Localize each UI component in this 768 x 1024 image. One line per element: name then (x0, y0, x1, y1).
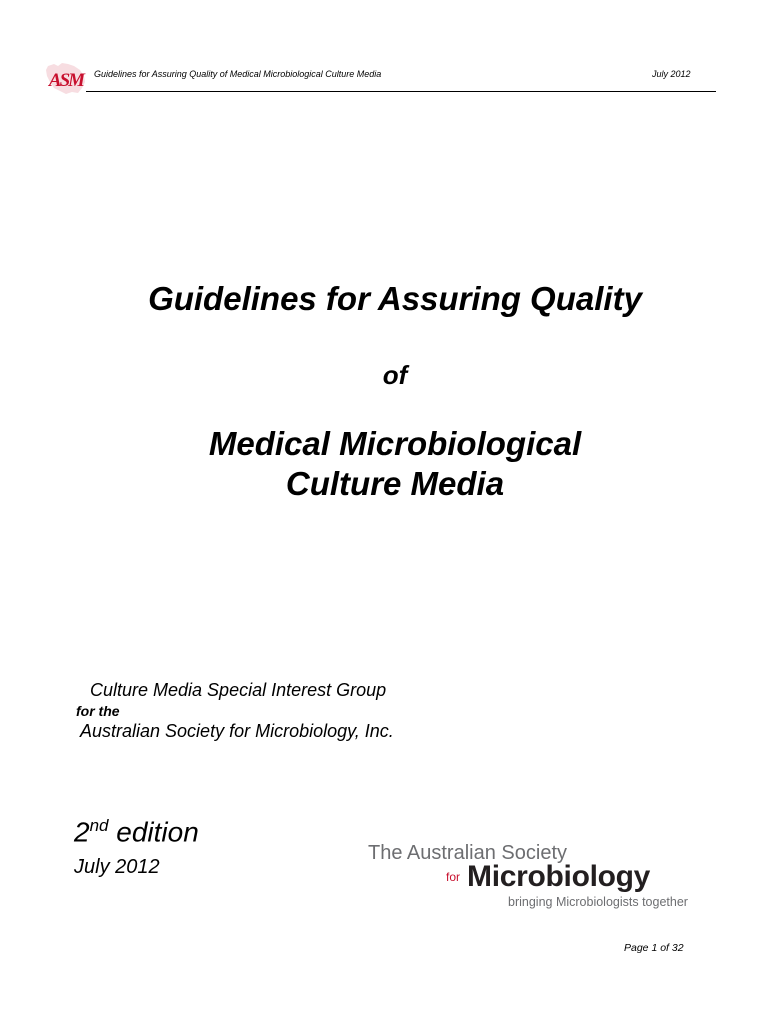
edition (74, 816, 199, 848)
edition-date: July 2012 (74, 856, 160, 878)
author-society: Australian Society for Microbiology, Inc. (80, 721, 394, 741)
header-date: July 2012 (652, 69, 691, 79)
header-title: Guidelines for Assuring Quality of Medical Microbiological Culture Media (94, 69, 382, 79)
society-logo-main: Microbiology (467, 860, 651, 893)
asm-emblem-icon (44, 60, 88, 98)
header-divider (86, 91, 716, 92)
document-title: Guidelines for Assuring Quality (148, 280, 642, 317)
page-number: Page 1 of 32 (624, 942, 684, 954)
society-logo-line1: The Australian Society (368, 842, 567, 864)
society-logo (368, 842, 688, 912)
asm-emblem-lettering: ASM (48, 70, 84, 91)
author-group: Culture Media Special Interest Group (90, 680, 387, 700)
author-for: for the (76, 703, 120, 719)
document-subtitle-line2: Culture Media (285, 465, 505, 502)
edition-number: 2 (74, 816, 90, 848)
society-logo-for: for (446, 870, 461, 884)
edition-suffix: nd (89, 816, 109, 835)
title-of: of (382, 360, 408, 390)
society-logo-tagline: bringing Microbiologists together (508, 895, 688, 909)
edition-word: edition (116, 816, 199, 848)
document-subtitle-line1: Medical Microbiological (208, 425, 582, 462)
